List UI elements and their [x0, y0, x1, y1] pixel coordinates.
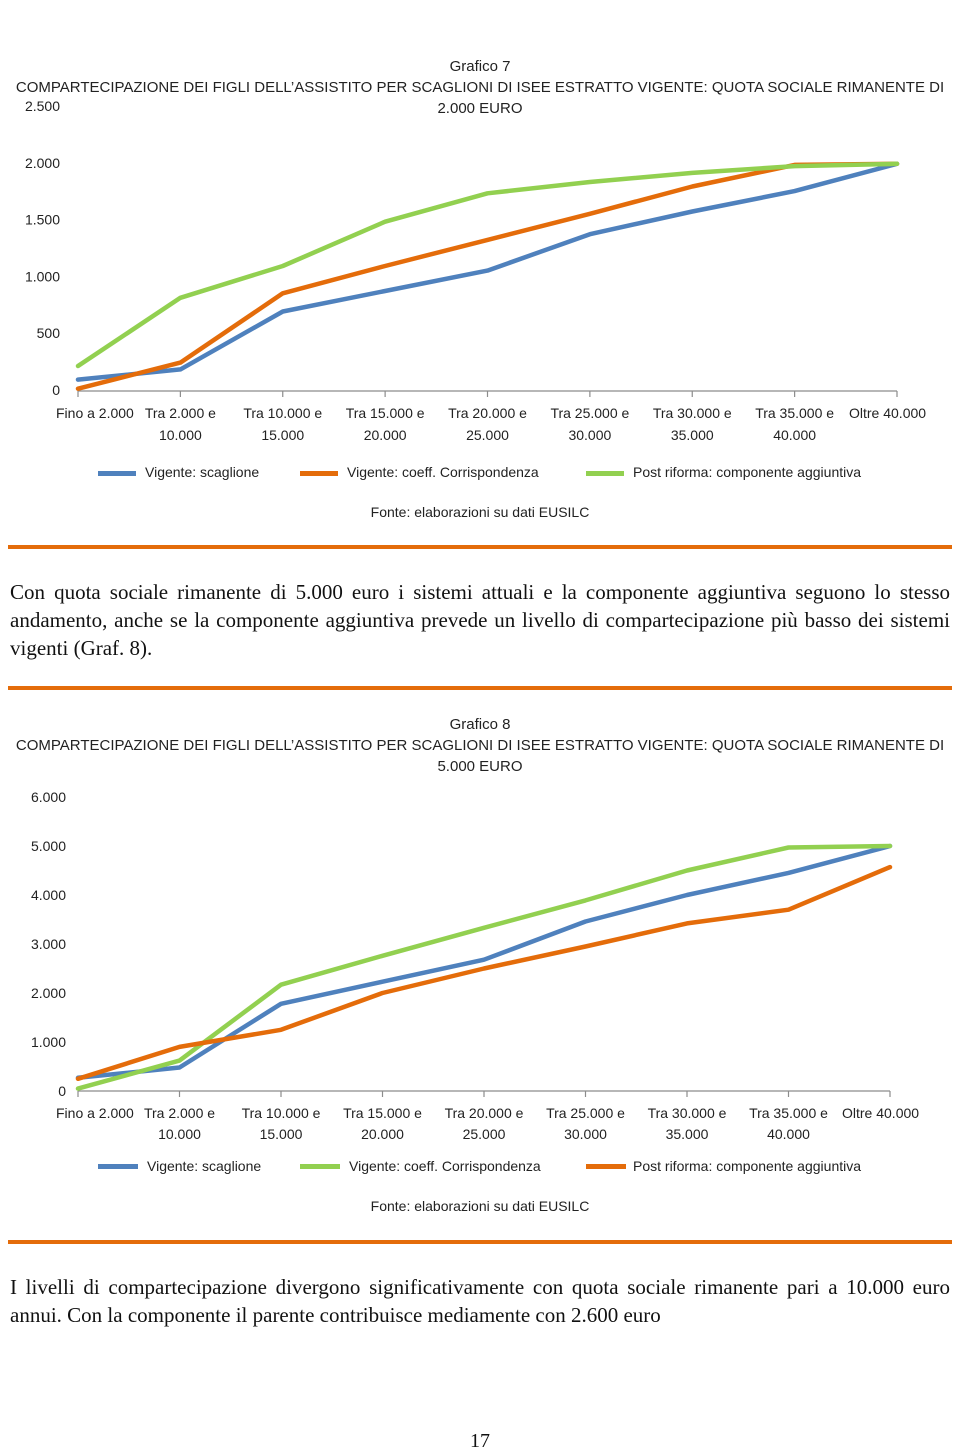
y-tick-label: 4.000	[30, 887, 66, 903]
x-tick-label: 10.000	[158, 1126, 201, 1142]
y-tick-label: 5.000	[30, 838, 66, 854]
y-tick-label: 500	[36, 325, 60, 342]
x-tick-label: 25.000	[462, 1126, 506, 1142]
y-tick-label: 0	[52, 382, 60, 398]
y-tick-label: 0	[58, 1083, 66, 1099]
series-line-2	[78, 164, 897, 389]
legend-swatch-series-3	[586, 471, 624, 476]
x-tick-label: 15.000	[261, 427, 305, 443]
y-tick-label: 2.000	[30, 985, 66, 1001]
paragraph-1: Con quota sociale rimanente di 5.000 euro i sistemi attuali e la componente aggiuntiva seguono lo stesso andamento, anche se la componente aggiuntiva prevede un livello di compartecipazione più basso dei sistemi vigenti (Graf. 8).	[10, 580, 950, 660]
y-tick-label: 1.000	[30, 1034, 66, 1050]
legend-label-series-1: Vigente: scaglione	[147, 1158, 262, 1174]
paragraph-2: I livelli di compartecipazione divergono significativamente con quota sociale rimanente pari a 10.000 euro annui. Con la componente il parente contribuisce mediamente con 2.600 euro	[10, 1275, 950, 1327]
legend-swatch-series-1	[98, 471, 136, 476]
x-tick-label: Tra 30.000 e	[647, 1105, 727, 1121]
y-tick-label: 1.500	[24, 211, 60, 228]
x-tick-label: Tra 25.000 e	[550, 405, 630, 421]
x-tick-label: Tra 20.000 e	[444, 1105, 524, 1121]
x-tick-label: 35.000	[670, 427, 714, 443]
legend-label-series-3: Post riforma: componente aggiuntiva	[633, 464, 862, 480]
x-tick-label: 25.000	[466, 427, 509, 443]
legend-swatch-series-1	[98, 1164, 138, 1169]
x-tick-label: 35.000	[665, 1126, 709, 1142]
divider-rule	[8, 545, 952, 549]
y-tick-label: 2.500	[24, 98, 60, 114]
x-tick-label: Tra 15.000 e	[345, 405, 425, 421]
x-tick-label: Tra 35.000 e	[749, 1105, 828, 1121]
x-tick-label: 20.000	[361, 1126, 404, 1142]
x-tick-label: Tra 35.000 e	[755, 405, 835, 421]
legend-label-series-1: Vigente: scaglione	[145, 464, 260, 480]
page-number: 17	[470, 1430, 490, 1452]
x-tick-label: Fino a 2.000	[56, 1105, 134, 1121]
divider-rule	[8, 1240, 952, 1244]
x-tick-label: Tra 2.000 e	[144, 405, 216, 421]
y-tick-label: 6.000	[30, 789, 66, 805]
x-tick-label: Tra 20.000 e	[448, 405, 527, 421]
y-tick-label: 1.000	[24, 268, 60, 285]
x-tick-label: Tra 2.000 e	[143, 1105, 216, 1121]
x-tick-label: Oltre 40.000	[842, 1105, 920, 1121]
x-tick-label: 15.000	[259, 1126, 303, 1142]
x-tick-label: Tra 25.000 e	[546, 1105, 625, 1121]
x-tick-label: Tra 10.000 e	[241, 1105, 321, 1121]
chart-grafico-7	[0, 0, 960, 545]
legend-swatch-series-2	[300, 471, 338, 476]
x-tick-label: 40.000	[773, 427, 817, 443]
chart-title: Grafico 8 COMPARTECIPAZIONE DEI FIGLI DELL’ASSISTITO PER SCAGLIONI DI ISEE ESTRATTO VIGENTE: QUOTA SOCIALE RIMANENTE DI 5.000 EURO	[15, 716, 945, 775]
x-tick-label: Tra 30.000 e	[652, 405, 732, 421]
x-tick-label: Tra 15.000 e	[343, 1105, 422, 1121]
legend-label-series-2: Vigente: coeff. Corrispondenza	[349, 1158, 541, 1174]
chart-source: Fonte: elaborazioni su dati EUSILC	[370, 504, 590, 520]
y-tick-label: 2.000	[24, 154, 60, 171]
legend-swatch-series-2	[300, 1164, 340, 1169]
x-tick-label: 30.000	[564, 1126, 607, 1142]
x-tick-label: Fino a 2.000	[56, 405, 134, 421]
chart-source: Fonte: elaborazioni su dati EUSILC	[370, 1198, 590, 1214]
y-tick-label: 3.000	[30, 936, 66, 952]
x-tick-label: 30.000	[568, 427, 612, 443]
legend-swatch-series-3	[586, 1164, 626, 1169]
x-tick-label: 20.000	[363, 427, 407, 443]
x-tick-label: Oltre 40.000	[849, 405, 927, 421]
x-tick-label: 10.000	[158, 427, 202, 443]
legend-label-series-2: Vigente: coeff. Corrispondenza	[347, 464, 539, 480]
legend-label-series-3: Post riforma: componente aggiuntiva	[633, 1158, 862, 1174]
x-tick-label: 40.000	[767, 1126, 810, 1142]
chart-title: Grafico 7 COMPARTECIPAZIONE DEI FIGLI DELL’ASSISTITO PER SCAGLIONI DI ISEE ESTRATTO VIGENTE: QUOTA SOCIALE RIMANENTE DI 2.000 EURO	[15, 58, 945, 117]
chart-grafico-8	[0, 690, 960, 1240]
x-tick-label: Tra 10.000 e	[243, 405, 323, 421]
